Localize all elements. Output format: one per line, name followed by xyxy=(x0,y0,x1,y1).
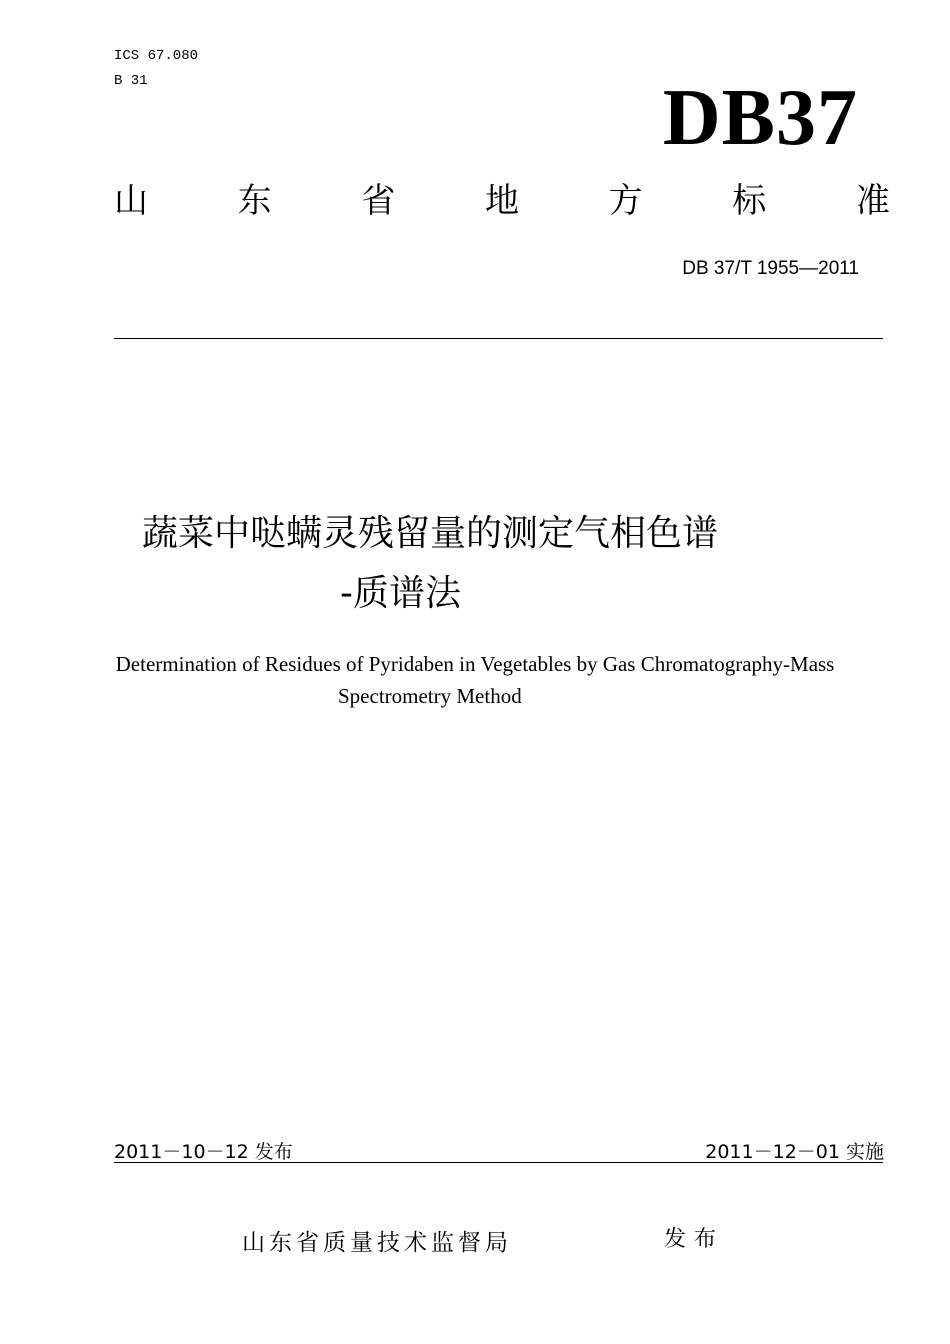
implementation-date: 2011－12－01 实施 xyxy=(705,1141,884,1163)
standard-type-char: 东 xyxy=(237,181,272,221)
standard-type-char: 省 xyxy=(361,181,396,221)
standard-type-char: 山 xyxy=(114,181,148,221)
standard-type xyxy=(114,181,890,221)
standard-logo: DB37 xyxy=(662,74,858,162)
standard-type-char: 方 xyxy=(608,181,643,221)
issue-label: 发布 xyxy=(664,1227,725,1252)
bottom-divider xyxy=(114,1162,883,1163)
title-chinese-line-1: 蔬菜中哒螨灵残留量的测定气相色谱 xyxy=(142,513,719,554)
standard-type-char: 标 xyxy=(732,181,767,221)
title-chinese-line-2: -质谱法 xyxy=(340,573,461,614)
issuing-authority: 山东省质量技术监督局 xyxy=(242,1230,512,1256)
standard-type-char: 准 xyxy=(855,181,890,221)
title-english-line-2: Spectrometry Method xyxy=(338,684,522,708)
ics-code: ICS 67.080 xyxy=(114,48,199,64)
issue-date: 2011－10－12 发布 xyxy=(114,1141,293,1163)
ccs-code: B 31 xyxy=(114,73,148,89)
title-english-line-1: Determination of Residues of Pyridaben in Vegetables by Gas Chromatography-Mass xyxy=(115,652,835,676)
top-divider xyxy=(114,338,883,339)
standard-number: DB 37/T 1955—2011 xyxy=(682,258,859,279)
standard-type-char: 地 xyxy=(484,181,519,221)
